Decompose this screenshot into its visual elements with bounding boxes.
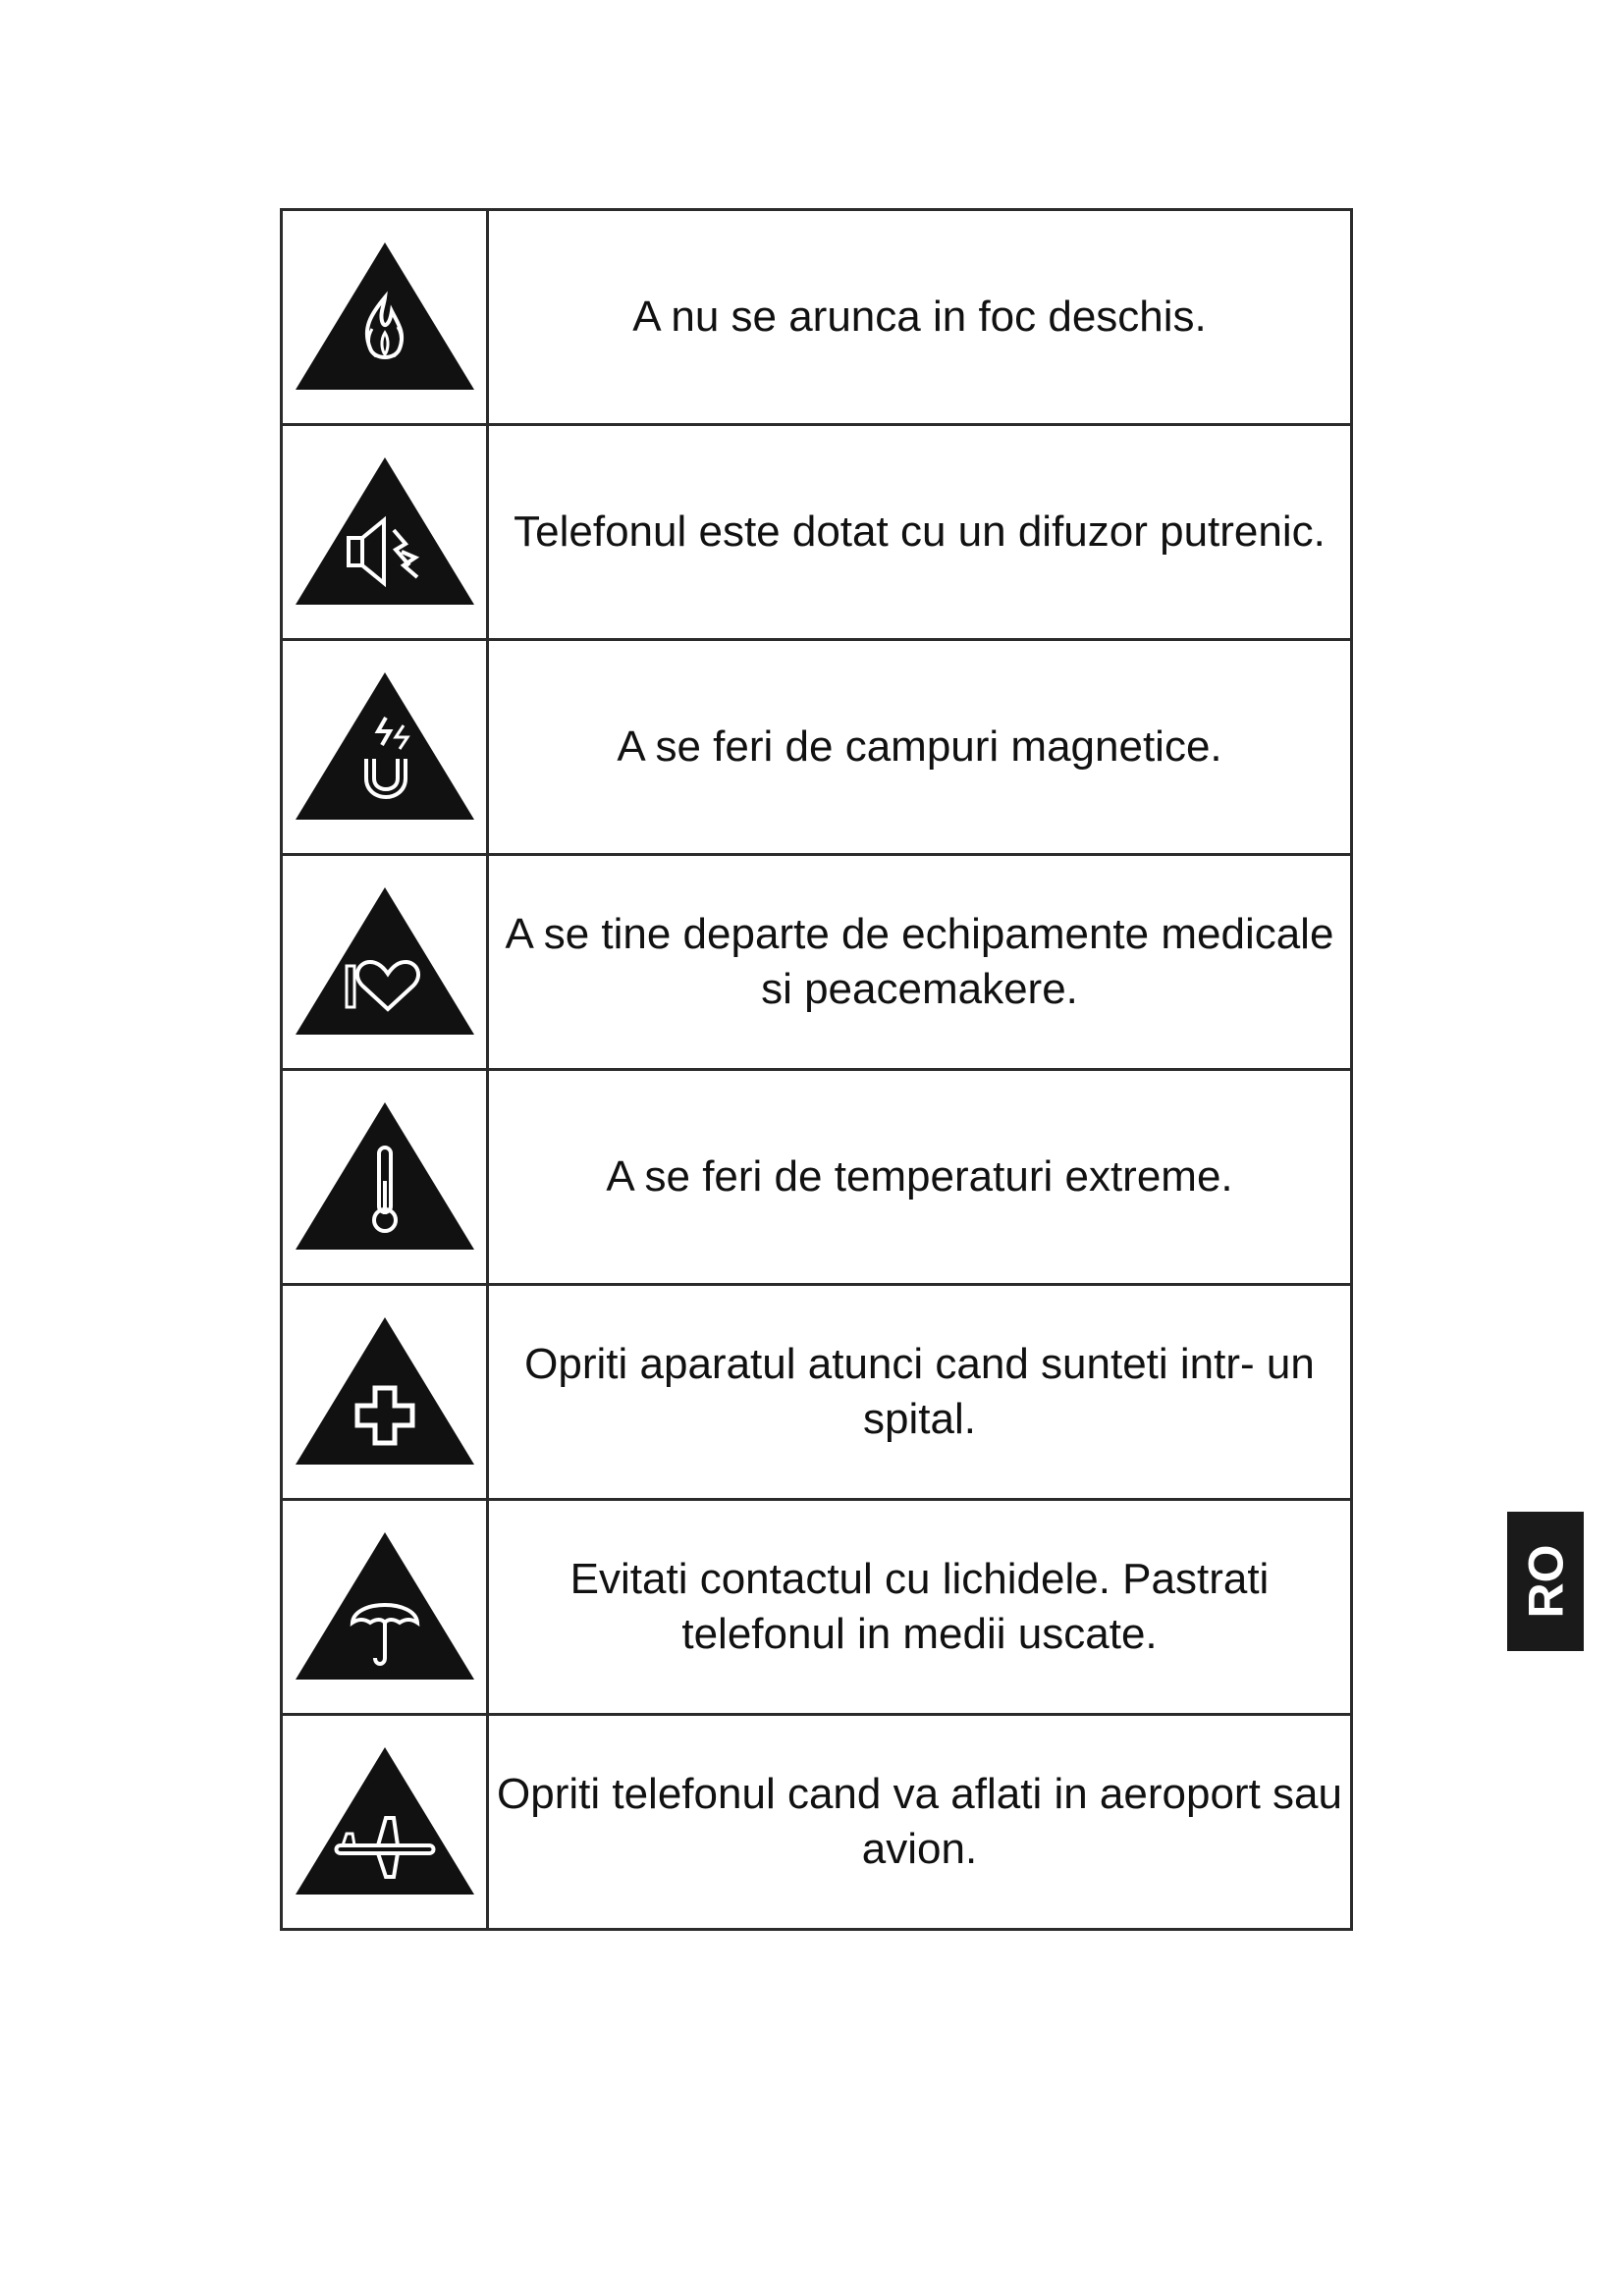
warning-icon-cell — [282, 210, 488, 425]
umbrella-warning-icon — [292, 1528, 478, 1685]
safety-warnings-table — [280, 208, 1353, 1931]
language-tab-label: RO — [1518, 1544, 1573, 1619]
warning-text: Opriti telefonul cand va aflati in aeroport sau avion. — [497, 1770, 1342, 1873]
warning-icon-cell — [282, 1070, 488, 1285]
warning-row-liquids — [282, 1500, 1352, 1715]
language-tab — [1507, 1512, 1584, 1651]
warning-row-magnet — [282, 640, 1352, 855]
warning-text-cell — [488, 1715, 1352, 1930]
loud-speaker-warning-icon — [292, 454, 478, 611]
warning-text-cell — [488, 425, 1352, 640]
thermometer-warning-icon — [292, 1098, 478, 1255]
warning-icon-cell — [282, 1715, 488, 1930]
warning-icon-cell — [282, 425, 488, 640]
warning-row-temperature — [282, 1070, 1352, 1285]
warning-row-fire — [282, 210, 1352, 425]
warning-text: A nu se arunca in foc deschis. — [632, 293, 1207, 341]
warning-row-hospital — [282, 1285, 1352, 1500]
hospital-cross-warning-icon — [292, 1313, 478, 1470]
warning-icon-cell — [282, 855, 488, 1070]
warning-text: A se feri de temperaturi extreme. — [606, 1152, 1233, 1201]
airplane-warning-icon — [292, 1743, 478, 1900]
warning-icon-cell — [282, 1285, 488, 1500]
warning-text: Telefonul este dotat cu un difuzor putrenic. — [514, 507, 1326, 556]
warning-icon-cell — [282, 1500, 488, 1715]
warning-text: A se feri de campuri magnetice. — [617, 722, 1222, 771]
warning-row-airplane — [282, 1715, 1352, 1930]
fire-warning-icon — [292, 239, 478, 396]
warning-text: Evitati contactul cu lichidele. Pastrati telefonul in medii uscate. — [569, 1555, 1270, 1658]
pacemaker-warning-icon — [292, 883, 478, 1041]
warning-row-speaker — [282, 425, 1352, 640]
warning-text-cell — [488, 640, 1352, 855]
magnetic-field-warning-icon — [292, 668, 478, 826]
warning-icon-cell — [282, 640, 488, 855]
warning-text-cell — [488, 210, 1352, 425]
warning-text-cell — [488, 1070, 1352, 1285]
warning-text-cell — [488, 1500, 1352, 1715]
warning-text: Opriti aparatul atunci cand sunteti intr- un spital. — [524, 1340, 1315, 1443]
warning-text-cell — [488, 855, 1352, 1070]
warning-text-cell — [488, 1285, 1352, 1500]
warning-text: A se tine departe de echipamente medicale si peacemakere. — [505, 910, 1334, 1013]
warning-row-pacemaker — [282, 855, 1352, 1070]
